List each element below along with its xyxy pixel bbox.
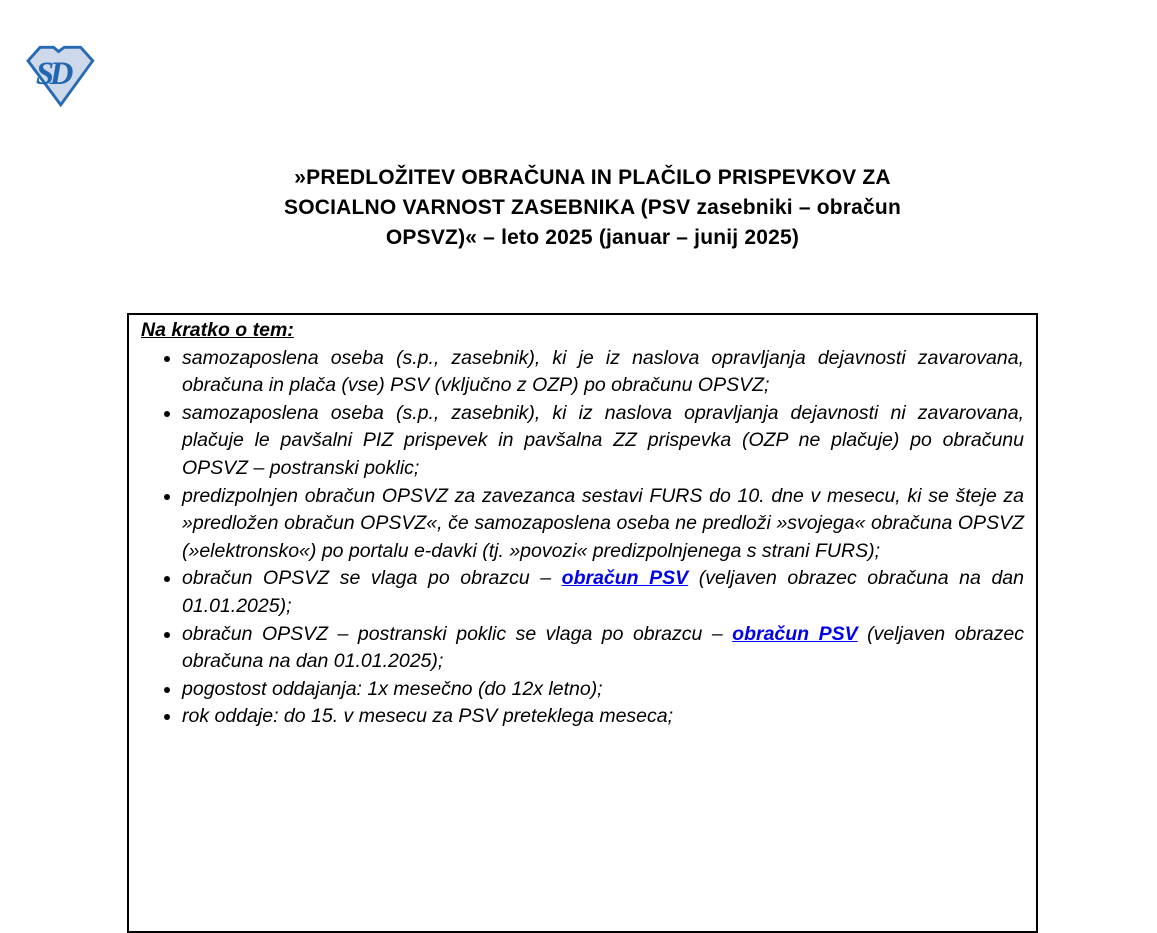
bullet-text: obračun OPSVZ se vlaga po obrazcu – [182,567,562,590]
svg-text:SD: SD [35,56,70,93]
summary-heading: Na kratko o tem: [141,319,294,341]
title-line: SOCIALNO VARNOST ZASEBNIKA (PSV zasebniki – obračun [284,196,901,219]
title-line: OPSVZ)« – leto 2025 (januar – junij 2025) [385,226,800,249]
summary-bullet [182,400,1024,483]
summary-bullet [182,345,1024,400]
bullet-text: pogostost oddajanja: 1x mesečno (do 12x letno); [182,677,603,700]
bullet-text: predizpolnjen obračun OPSVZ za zavezanca sestavi FURS do 10. dne v mesecu, ki se šteje za »predložen obračun OPSVZ«, če samozaposlena oseba ne predloži »svojega« obračuna OPSVZ (»elektronsko«) po portalu e-davki (tj. »povozi« predizpolnjenega s strani FURS); [182,484,1024,562]
bullet-text: samozaposlena oseba (s.p., zasebnik), ki iz naslova opravljanja dejavnosti ni zavarovana, plačuje le pavšalni PIZ prispevek in pavšalna ZZ prispevka (OZP ne plačuje) po obračunu OPSVZ – postranski poklic; [182,401,1024,479]
summary-bullet [182,621,1024,676]
summary-box [127,313,1038,933]
obracun-psv-link[interactable]: obračun PSV [561,567,689,590]
summary-bullet [182,483,1024,566]
bullet-text: rok oddaje: do 15. v mesecu za PSV preteklega meseca; [182,705,674,728]
sd-shield-logo [23,43,97,107]
bullet-text: (veljaven obrazec obračuna na dan 01.01.2025); [182,622,1025,673]
sd-shield-logo-icon [23,43,97,107]
obracun-psv-link[interactable]: obračun PSV [732,622,858,645]
bullet-text: samozaposlena oseba (s.p., zasebnik), ki je iz naslova opravljanja dejavnosti zavarovana, obračuna in plača (vse) PSV (vključno z OZP) po obračunu OPSVZ; [182,346,1024,397]
document-title [130,163,1055,253]
summary-bullet [182,676,1024,704]
bullet-text: (veljaven obrazec obračuna na dan 01.01.2025); [182,567,1024,617]
summary-list [141,345,1024,731]
summary-bullet [182,565,1024,620]
title-line: »PREDLOŽITEV OBRAČUNA IN PLAČILO PRISPEVKOV ZA [294,166,891,189]
bullet-text: obračun OPSVZ – postranski poklic se vlaga po obrazcu – [182,622,733,645]
summary-bullet [182,703,1024,731]
